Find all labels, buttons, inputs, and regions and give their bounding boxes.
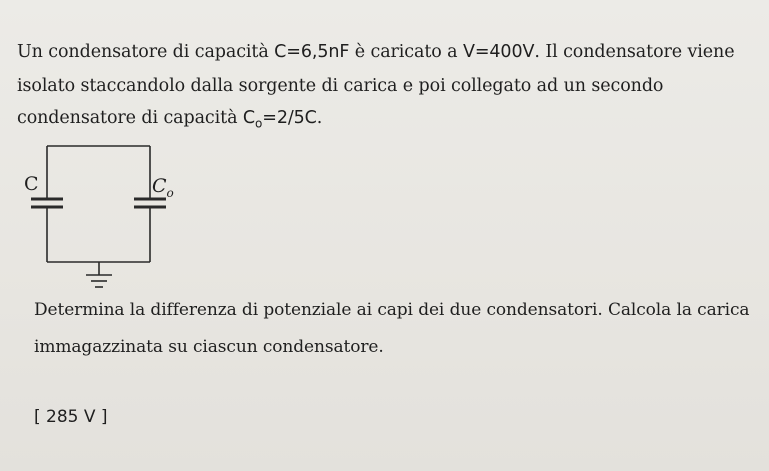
c0-label-symbol: C xyxy=(152,175,167,197)
text-segment: . Il condensatore viene xyxy=(534,42,735,62)
c0-subscript: o xyxy=(255,116,263,131)
c0-value: =2/5C xyxy=(262,108,317,128)
capacitor-c0-label xyxy=(152,175,174,200)
capacitance-value: C=6,5nF xyxy=(274,42,350,62)
text-segment: condensatore di capacità xyxy=(17,108,243,128)
answer-value: [ 285 V ] xyxy=(34,407,108,427)
question-line-2: immagazzinata su ciascun condensatore. xyxy=(34,337,384,357)
text-segment: è caricato a xyxy=(349,42,463,62)
question-line-1: Determina la differenza di potenziale ai capi dei due condensatori. Calcola la carica xyxy=(34,300,750,320)
ground-symbol xyxy=(86,275,112,287)
circuit-wires xyxy=(47,146,150,275)
c0-symbol: C xyxy=(242,108,255,128)
text-segment: Un condensatore di capacità xyxy=(17,42,275,62)
text-segment: . xyxy=(316,108,323,128)
voltage-value: V=400V xyxy=(462,42,535,62)
capacitor-c xyxy=(31,199,63,207)
capacitor-c-label: C xyxy=(24,173,39,195)
capacitor-c0 xyxy=(134,199,166,207)
c0-label-subscript: o xyxy=(166,186,174,200)
problem-text-line-2: isolato staccandolo dalla sorgente di carica e poi collegato ad un secondo xyxy=(17,76,664,96)
